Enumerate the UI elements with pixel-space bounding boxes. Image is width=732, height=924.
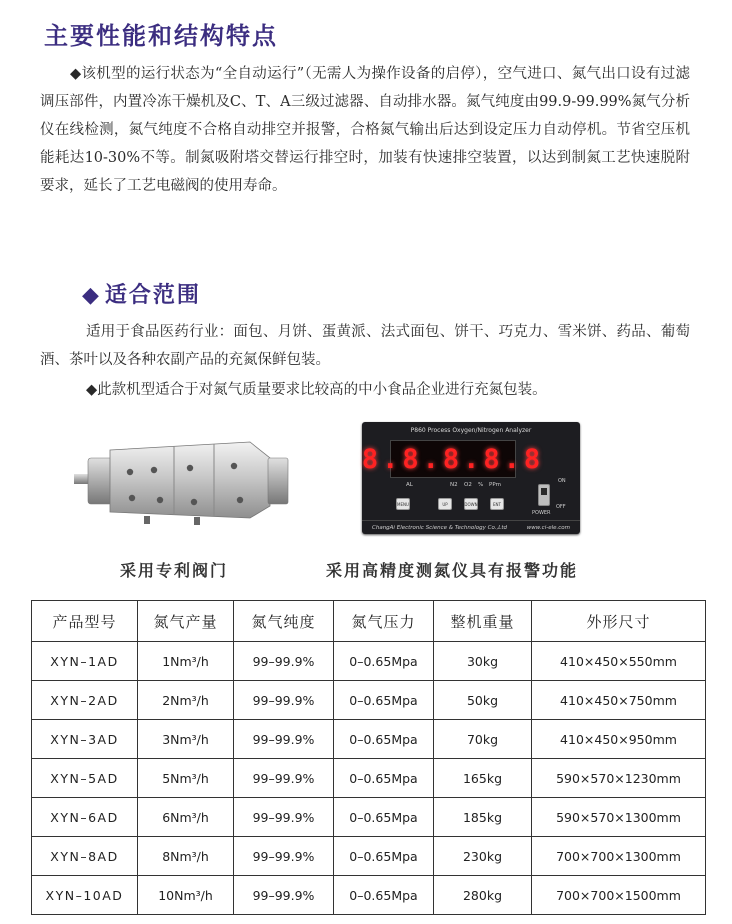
indicator-al: AL — [406, 482, 413, 488]
cell-weight: 185kg — [434, 798, 532, 837]
cell-output: 2Nm³/h — [138, 681, 234, 720]
valve-image — [74, 428, 292, 528]
cell-purity: 99–99.9% — [234, 681, 334, 720]
header-dimensions: 外形尺寸 — [532, 601, 706, 642]
indicator-n2: N2 — [450, 482, 458, 488]
cell-output: 1Nm³/h — [138, 642, 234, 681]
cell-output: 8Nm³/h — [138, 837, 234, 876]
cell-dimensions: 700×700×1300mm — [532, 837, 706, 876]
cell-weight: 280kg — [434, 876, 532, 915]
table-row — [32, 681, 706, 720]
indicator-ppm: PPm — [489, 482, 501, 488]
cell-weight: 30kg — [434, 642, 532, 681]
analyzer-website: www.ci-ele.com — [526, 524, 570, 531]
cell-purity: 99–99.9% — [234, 720, 334, 759]
header-output: 氮气产量 — [138, 601, 234, 642]
cell-pressure: 0–0.65Mpa — [334, 720, 434, 759]
cell-model: XYN–8AD — [32, 837, 138, 876]
table-row — [32, 759, 706, 798]
cell-purity: 99–99.9% — [234, 759, 334, 798]
cell-model: XYN–5AD — [32, 759, 138, 798]
cell-dimensions: 590×570×1230mm — [532, 759, 706, 798]
cell-pressure: 0–0.65Mpa — [334, 876, 434, 915]
analyzer-footer — [362, 520, 580, 534]
power-switch-icon — [538, 484, 550, 506]
header-purity: 氮气纯度 — [234, 601, 334, 642]
cell-purity: 99–99.9% — [234, 798, 334, 837]
table-header-row — [32, 601, 706, 642]
table-row — [32, 798, 706, 837]
features-paragraph: ◆该机型的运行状态为“全自动运行”（无需人为操作设备的启停），空气进口、氮气出口设有过滤调压部件，内置冷冻干燥机及C、T、A三级过滤器、自动排水器。氮气纯度由99.9-99.99%氮气分析仪在线检测，氮气纯度不合格自动排空并报警，合格氮气输出后达到设定压力自动停机。节省空压机能耗达10-30%不等。制氮吸附塔交替运行排空时，加装有快速排空装置，以达到制氮工艺快速脱附要求，延长了工艺电磁阀的使用寿命。 — [40, 66, 690, 194]
section-title-features: 主要性能和结构特点 — [44, 22, 278, 50]
switch-on-label: ON — [558, 478, 566, 484]
cell-dimensions: 410×450×750mm — [532, 681, 706, 720]
cell-output: 10Nm³/h — [138, 876, 234, 915]
cell-model: XYN–1AD — [32, 642, 138, 681]
cell-pressure: 0–0.65Mpa — [334, 759, 434, 798]
cell-pressure: 0–0.65Mpa — [334, 798, 434, 837]
valve-caption: 采用专利阀门 — [120, 561, 229, 580]
analyzer-company: ChangAi Electronic Science & Technology Co.,Ltd — [372, 524, 508, 531]
cell-model: XYN–10AD — [32, 876, 138, 915]
scope-note-paragraph: ◆此款机型适合于对氮气质量要求比较高的中小食品企业进行充氮包装。 — [86, 382, 547, 398]
cell-model: XYN–6AD — [32, 798, 138, 837]
cell-model: XYN–3AD — [32, 720, 138, 759]
analyzer-down-button: DOWN — [464, 498, 478, 510]
cell-dimensions: 700×700×1500mm — [532, 876, 706, 915]
cell-dimensions: 410×450×550mm — [532, 642, 706, 681]
cell-weight: 165kg — [434, 759, 532, 798]
diamond-bullet-icon: ◆ — [82, 283, 101, 308]
analyzer-digits: 8.8.8.8.8 — [361, 443, 545, 475]
analyzer-image — [362, 422, 580, 534]
analyzer-caption: 采用高精度测氮仪具有报警功能 — [326, 561, 579, 580]
power-label: POWER — [532, 510, 551, 516]
indicator-o2: O2 — [464, 482, 472, 488]
indicator-percent: % — [478, 482, 484, 488]
header-weight: 整机重量 — [434, 601, 532, 642]
section-title-scope — [82, 278, 201, 309]
cell-output: 6Nm³/h — [138, 798, 234, 837]
table-row — [32, 837, 706, 876]
cell-pressure: 0–0.65Mpa — [334, 642, 434, 681]
switch-off-label: OFF — [556, 504, 566, 510]
cell-weight: 70kg — [434, 720, 532, 759]
cell-output: 5Nm³/h — [138, 759, 234, 798]
analyzer-menu-button: MENU — [396, 498, 410, 510]
analyzer-title: P860 Process Oxygen/Nitrogen Analyzer — [410, 427, 532, 434]
cell-pressure: 0–0.65Mpa — [334, 681, 434, 720]
header-pressure: 氮气压力 — [334, 601, 434, 642]
cell-dimensions: 410×450×950mm — [532, 720, 706, 759]
cell-model: XYN–2AD — [32, 681, 138, 720]
cell-weight: 230kg — [434, 837, 532, 876]
cell-dimensions: 590×570×1300mm — [532, 798, 706, 837]
analyzer-ent-button: ENT — [490, 498, 504, 510]
analyzer-up-button: UP — [438, 498, 452, 510]
scope-paragraph: 适用于食品医药行业：面包、月饼、蛋黄派、法式面包、饼干、巧克力、雪米饼、药品、葡萄酒、茶叶以及各种农副产品的充氮保鲜包装。 — [40, 324, 690, 368]
table-row — [32, 720, 706, 759]
scope-title-text: 适合范围 — [104, 283, 201, 308]
cell-weight: 50kg — [434, 681, 532, 720]
table-row — [32, 642, 706, 681]
cell-pressure: 0–0.65Mpa — [334, 837, 434, 876]
cell-purity: 99–99.9% — [234, 876, 334, 915]
analyzer-display — [361, 440, 545, 478]
cell-purity: 99–99.9% — [234, 642, 334, 681]
cell-output: 3Nm³/h — [138, 720, 234, 759]
table-row — [32, 876, 706, 915]
header-model: 产品型号 — [32, 601, 138, 642]
cell-purity: 99–99.9% — [234, 837, 334, 876]
spec-table — [31, 600, 706, 915]
